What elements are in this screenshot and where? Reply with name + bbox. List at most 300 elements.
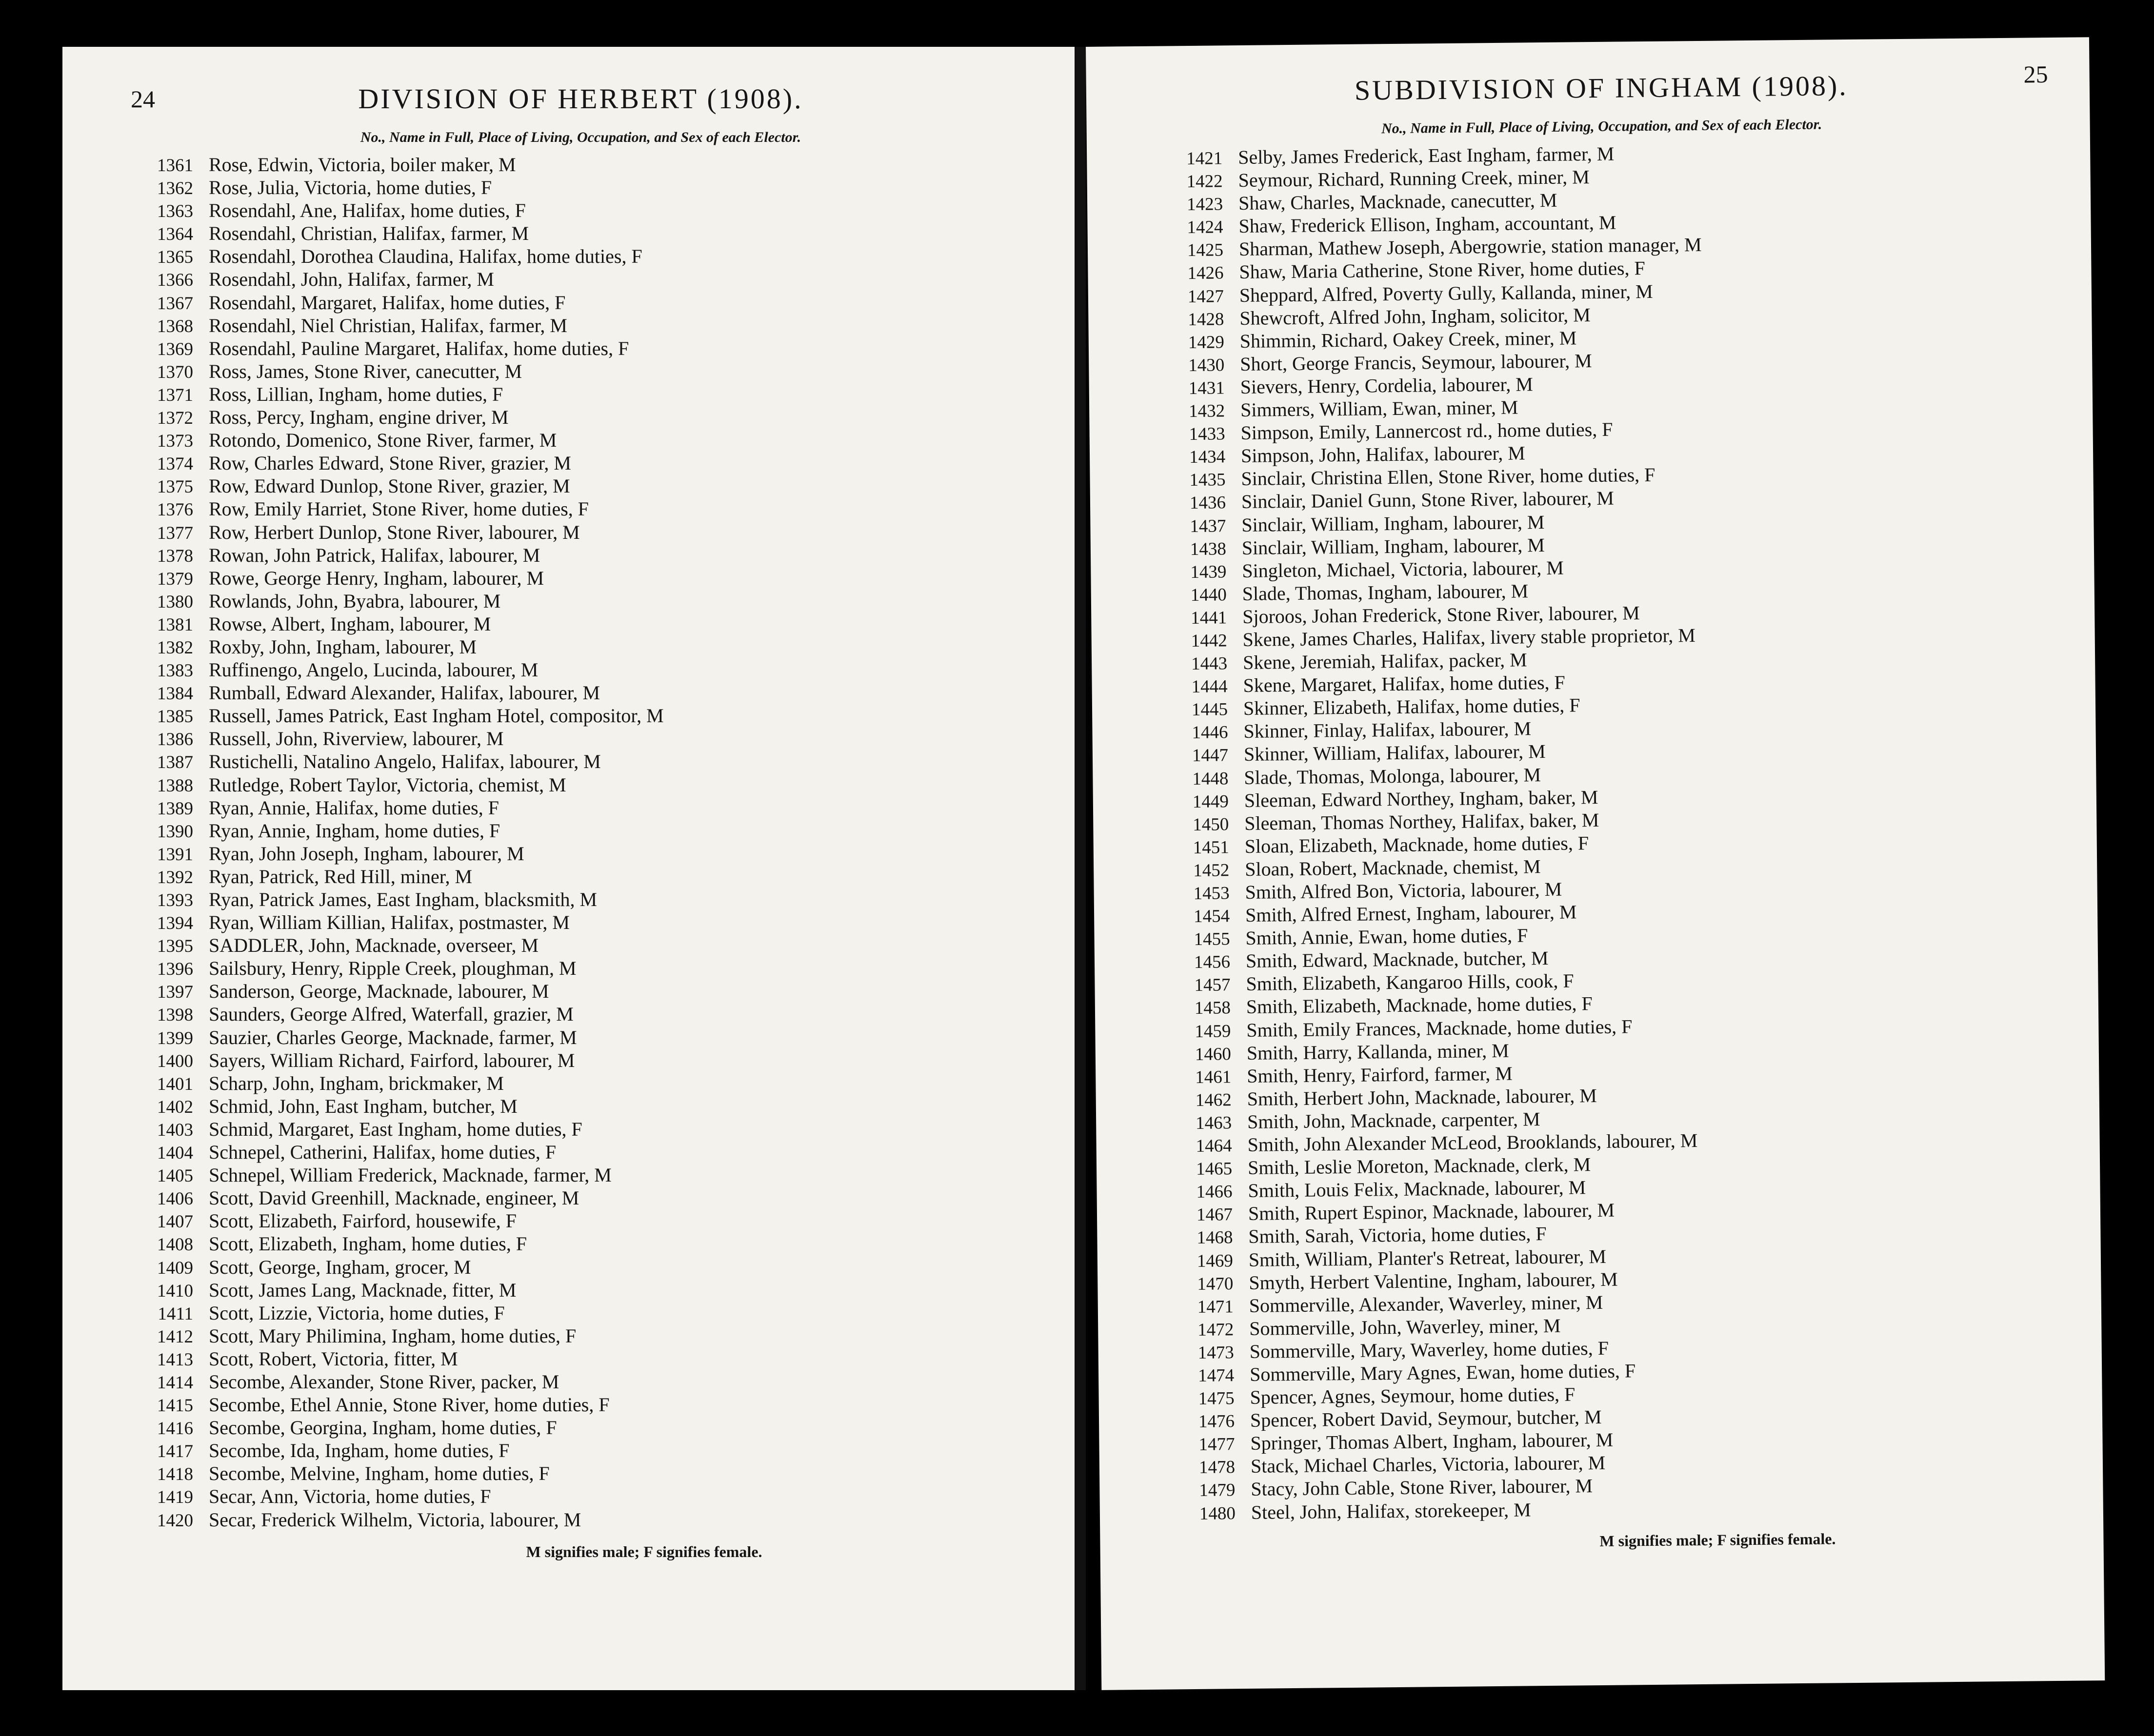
- elector-entry: [131, 452, 1031, 474]
- elector-details: Skene, Margaret, Halifax, home duties, F: [1243, 671, 1565, 697]
- elector-number: 1404: [157, 1143, 193, 1164]
- elector-entry: [131, 1462, 1031, 1485]
- elector-number: 1419: [157, 1487, 193, 1508]
- elector-number: 1437: [1190, 515, 1226, 536]
- elector-entry: [131, 819, 1031, 842]
- elector-details: Rowe, George Henry, Ingham, labourer, M: [209, 567, 544, 589]
- elector-entry: [131, 590, 1031, 612]
- elector-details: Ross, James, Stone River, canecutter, M: [209, 360, 522, 382]
- elector-number: 1384: [157, 684, 193, 704]
- elector-number: 1459: [1195, 1021, 1231, 1042]
- elector-number: 1372: [157, 408, 193, 429]
- elector-details: Smith, Leslie Moreton, Macknade, clerk, M: [1247, 1153, 1591, 1179]
- elector-details: Ryan, John Joseph, Ingham, labourer, M: [209, 842, 524, 865]
- elector-entry: [131, 521, 1031, 544]
- elector-entry: [131, 1072, 1031, 1095]
- elector-entry: [131, 199, 1031, 222]
- elector-details: Rowlands, John, Byabra, labourer, M: [209, 590, 501, 612]
- elector-entry: [131, 474, 1031, 497]
- elector-details: Seymour, Richard, Running Creek, miner, M: [1238, 166, 1590, 192]
- elector-number: 1380: [157, 592, 193, 612]
- elector-details: Smith, Herbert John, Macknade, labourer, M: [1247, 1084, 1597, 1110]
- elector-details: Smith, Elizabeth, Macknade, home duties, F: [1246, 992, 1593, 1018]
- elector-entry: [131, 796, 1031, 819]
- elector-number: 1423: [1186, 194, 1223, 215]
- elector-details: Skene, James Charles, Halifax, livery stable proprietor, M: [1242, 624, 1696, 651]
- elector-entry: [131, 268, 1031, 291]
- elector-entry: [131, 544, 1031, 567]
- elector-number: 1417: [157, 1441, 193, 1462]
- elector-number: 1381: [157, 614, 193, 635]
- elector-entry: [131, 1049, 1031, 1072]
- elector-entry: [131, 1256, 1031, 1279]
- elector-details: Smith, Alfred Bon, Victoria, labourer, M: [1245, 878, 1562, 903]
- elector-number: 1443: [1191, 653, 1228, 674]
- elector-details: Rosendahl, Pauline Margaret, Halifax, home duties, F: [209, 337, 629, 359]
- elector-details: Row, Charles Edward, Stone River, grazier, M: [209, 452, 571, 474]
- elector-number: 1468: [1197, 1227, 1233, 1248]
- elector-number: 1389: [157, 798, 193, 819]
- elector-number: 1438: [1190, 538, 1227, 559]
- elector-details: Springer, Thomas Albert, Ingham, labourer, M: [1250, 1429, 1614, 1455]
- elector-number: 1461: [1195, 1066, 1232, 1087]
- column-subheading: No., Name in Full, Place of Living, Occupation, and Sex of each Elector.: [360, 129, 801, 145]
- elector-entry: [131, 888, 1031, 911]
- elector-entry: [131, 1232, 1031, 1255]
- elector-number: 1362: [157, 178, 193, 199]
- elector-details: Shewcroft, Alfred John, Ingham, solicitor, M: [1239, 303, 1591, 329]
- elector-number: 1455: [1194, 929, 1230, 950]
- elector-number: 1364: [157, 224, 193, 245]
- elector-details: Ross, Percy, Ingham, engine driver, M: [209, 406, 509, 429]
- elector-number: 1418: [157, 1464, 193, 1485]
- elector-number: 1463: [1196, 1113, 1232, 1133]
- elector-details: Scott, Elizabeth, Ingham, home duties, F: [209, 1233, 527, 1255]
- elector-details: Rosendahl, Christian, Halifax, farmer, M: [209, 222, 529, 245]
- elector-details: Secombe, Georgina, Ingham, home duties, F: [209, 1417, 557, 1439]
- elector-entry: [131, 314, 1031, 337]
- elector-details: Sinclair, Christina Ellen, Stone River, home duties, F: [1241, 464, 1655, 490]
- elector-number: 1429: [1188, 332, 1225, 353]
- legend-footer: M signifies male; F signifies female.: [1599, 1530, 1836, 1550]
- elector-entry: [131, 222, 1031, 245]
- elector-number: 1401: [157, 1074, 193, 1094]
- elector-details: Skinner, Elizabeth, Halifax, home duties, F: [1243, 694, 1580, 720]
- elector-number: 1480: [1199, 1503, 1236, 1524]
- elector-details: Russell, John, Riverview, labourer, M: [209, 728, 504, 750]
- elector-number: 1432: [1188, 401, 1225, 422]
- elector-number: 1450: [1193, 814, 1229, 835]
- elector-number: 1416: [157, 1419, 193, 1439]
- elector-details: Sauzier, Charles George, Macknade, farmer, M: [209, 1026, 577, 1048]
- elector-entry: [131, 1416, 1031, 1439]
- elector-entry: [131, 1370, 1031, 1393]
- elector-details: Secombe, Ethel Annie, Stone River, home duties, F: [209, 1394, 610, 1416]
- elector-number: 1445: [1191, 699, 1228, 720]
- elector-details: Skinner, William, Halifax, labourer, M: [1243, 740, 1546, 766]
- elector-details: Simpson, John, Halifax, labourer, M: [1240, 442, 1526, 467]
- elector-number: 1378: [157, 546, 193, 566]
- elector-details: Smith, Annie, Ewan, home duties, F: [1245, 924, 1528, 949]
- elector-details: Sleeman, Edward Northey, Ingham, baker, M: [1244, 786, 1598, 811]
- elector-details: Spencer, Agnes, Seymour, home duties, F: [1250, 1383, 1576, 1408]
- elector-details: Smith, Rupert Espinor, Macknade, labourer, M: [1248, 1199, 1615, 1225]
- elector-number: 1453: [1193, 883, 1230, 904]
- elector-details: Smyth, Herbert Valentine, Ingham, labourer, M: [1249, 1268, 1618, 1294]
- elector-number: 1399: [157, 1028, 193, 1048]
- elector-details: Schmid, Margaret, East Ingham, home duties, F: [209, 1118, 582, 1140]
- elector-entry: [131, 1279, 1031, 1302]
- elector-entry: [131, 865, 1031, 888]
- elector-details: Saunders, George Alfred, Waterfall, grazier, M: [209, 1003, 574, 1026]
- elector-number: 1410: [157, 1281, 193, 1301]
- elector-number: 1391: [157, 844, 193, 865]
- elector-number: 1387: [157, 752, 193, 773]
- legend-footer: M signifies male; F signifies female.: [526, 1542, 762, 1560]
- elector-number: 1454: [1193, 906, 1230, 927]
- elector-number: 1407: [157, 1212, 193, 1232]
- elector-details: Smith, Louis Felix, Macknade, labourer, M: [1248, 1176, 1586, 1202]
- elector-details: Sinclair, Daniel Gunn, Stone River, labourer, M: [1241, 487, 1615, 513]
- elector-details: Scott, George, Ingham, grocer, M: [209, 1256, 471, 1278]
- right-page: [1086, 37, 2105, 1690]
- elector-details: Schnepel, Catherini, Halifax, home duties, F: [209, 1141, 557, 1164]
- elector-details: Smith, Sarah, Victoria, home duties, F: [1248, 1223, 1547, 1248]
- elector-number: 1466: [1196, 1182, 1233, 1203]
- elector-number: 1368: [157, 316, 193, 336]
- elector-number: 1379: [157, 569, 193, 589]
- elector-number: 1426: [1187, 263, 1224, 284]
- elector-details: Ryan, Patrick James, East Ingham, blacksmith, M: [209, 888, 598, 910]
- elector-entry: [131, 337, 1031, 360]
- elector-entry: [131, 1393, 1031, 1416]
- elector-number: 1474: [1197, 1365, 1235, 1386]
- elector-details: Scott, James Lang, Macknade, fitter, M: [209, 1279, 517, 1301]
- elector-details: Smith, Edward, Macknade, butcher, M: [1245, 947, 1549, 972]
- elector-details: Sloan, Elizabeth, Macknade, home duties, F: [1244, 831, 1589, 857]
- elector-number: 1439: [1190, 561, 1227, 582]
- elector-details: Ryan, Annie, Ingham, home duties, F: [209, 819, 500, 842]
- elector-number: 1386: [157, 730, 193, 750]
- elector-number: 1420: [157, 1510, 193, 1531]
- elector-details: Shimmin, Richard, Oakey Creek, miner, M: [1239, 327, 1577, 352]
- elector-entry: [131, 429, 1031, 452]
- elector-details: Slade, Thomas, Ingham, labourer, M: [1242, 580, 1529, 605]
- elector-number: 1456: [1194, 952, 1231, 973]
- elector-details: Russell, James Patrick, East Ingham Hotel, compositor, M: [209, 705, 664, 727]
- elector-details: Sheppard, Alfred, Poverty Gully, Kallanda, miner, M: [1239, 280, 1653, 306]
- elector-entry: [131, 1324, 1031, 1347]
- elector-details: Skinner, Finlay, Halifax, labourer, M: [1243, 717, 1532, 743]
- elector-details: Secombe, Alexander, Stone River, packer, M: [209, 1370, 559, 1393]
- elector-number: 1452: [1193, 860, 1230, 881]
- elector-entry: [131, 1003, 1031, 1026]
- elector-details: Short, George Francis, Seymour, labourer, M: [1240, 349, 1592, 375]
- elector-entry: [131, 176, 1031, 199]
- elector-number: 1414: [157, 1372, 193, 1393]
- elector-details: Ruffinengo, Angelo, Lucinda, labourer, M: [209, 659, 538, 681]
- elector-entry: [131, 245, 1031, 268]
- elector-details: Smith, Emily Frances, Macknade, home duties, F: [1246, 1015, 1633, 1041]
- elector-entry: [131, 1508, 1031, 1531]
- elector-entry: [131, 842, 1031, 865]
- elector-number: 1388: [157, 775, 193, 796]
- elector-details: Scott, David Greenhill, Macknade, engineer, M: [209, 1187, 579, 1209]
- elector-number: 1460: [1195, 1044, 1232, 1065]
- elector-details: Sloan, Robert, Macknade, chemist, M: [1244, 855, 1541, 880]
- elector-number: 1405: [157, 1166, 193, 1186]
- elector-details: Sleeman, Thomas Northey, Halifax, baker, M: [1244, 809, 1599, 834]
- elector-details: Ryan, William Killian, Halifax, postmaster, M: [209, 911, 570, 934]
- elector-number: 1440: [1190, 585, 1227, 605]
- elector-number: 1413: [157, 1349, 193, 1370]
- left-page: [62, 47, 1075, 1690]
- elector-details: Scott, Lizzie, Victoria, home duties, F: [209, 1302, 505, 1324]
- elector-number: 1475: [1198, 1388, 1235, 1409]
- elector-number: 1397: [157, 982, 193, 1003]
- elector-details: Sjoroos, Johan Frederick, Stone River, labourer, M: [1242, 602, 1640, 628]
- elector-entry: [131, 658, 1031, 681]
- elector-number: 1428: [1188, 309, 1224, 330]
- elector-details: Scott, Mary Philimina, Ingham, home duties, F: [209, 1324, 577, 1347]
- elector-number: 1469: [1197, 1250, 1234, 1271]
- elector-entry: [131, 1164, 1031, 1186]
- elector-number: 1383: [157, 661, 193, 681]
- elector-number: 1467: [1196, 1204, 1233, 1225]
- elector-details: Row, Herbert Dunlop, Stone River, labourer, M: [209, 521, 580, 543]
- elector-details: Row, Emily Harriet, Stone River, home duties, F: [209, 498, 589, 520]
- elector-entry: [131, 727, 1031, 750]
- elector-details: Slade, Thomas, Molonga, labourer, M: [1244, 763, 1541, 789]
- elector-number: 1385: [157, 707, 193, 727]
- elector-number: 1366: [157, 270, 193, 291]
- elector-number: 1373: [157, 431, 193, 452]
- elector-details: Secar, Ann, Victoria, home duties, F: [209, 1485, 491, 1508]
- elector-number: 1395: [157, 936, 193, 957]
- elector-number: 1441: [1191, 608, 1227, 628]
- elector-details: Smith, John, Macknade, carpenter, M: [1247, 1108, 1540, 1133]
- elector-details: Smith, Elizabeth, Kangaroo Hills, cook, F: [1246, 969, 1574, 995]
- elector-number: 1458: [1194, 998, 1231, 1019]
- elector-number: 1433: [1189, 424, 1225, 445]
- elector-number: 1427: [1187, 286, 1224, 307]
- elector-number: 1425: [1187, 240, 1224, 261]
- elector-details: Ryan, Annie, Halifax, home duties, F: [209, 796, 499, 819]
- elector-entry: [131, 635, 1031, 658]
- elector-details: Sharman, Mathew Joseph, Abergowrie, station manager, M: [1238, 234, 1702, 260]
- elector-entry: [131, 291, 1031, 314]
- elector-details: Secombe, Ida, Ingham, home duties, F: [209, 1440, 510, 1462]
- elector-number: 1377: [157, 523, 193, 543]
- elector-details: SADDLER, John, Macknade, overseer, M: [209, 934, 539, 957]
- elector-number: 1394: [157, 913, 193, 934]
- page-title: SUBDIVISION OF INGHAM (1908).: [1354, 70, 1849, 106]
- elector-number: 1471: [1197, 1296, 1234, 1317]
- elector-details: Secar, Frederick Wilhelm, Victoria, labourer, M: [209, 1508, 581, 1531]
- elector-details: Rosendahl, Margaret, Halifax, home duties, F: [209, 291, 566, 314]
- elector-number: 1369: [157, 339, 193, 359]
- elector-number: 1434: [1189, 447, 1226, 468]
- elector-details: Scott, Elizabeth, Fairford, housewife, F: [209, 1210, 517, 1232]
- elector-details: Selby, James Frederick, East Ingham, farmer, M: [1237, 142, 1615, 169]
- elector-number: 1371: [157, 385, 193, 405]
- elector-number: 1374: [157, 454, 193, 474]
- elector-entry: [131, 980, 1031, 1003]
- elector-details: Skene, Jeremiah, Halifax, packer, M: [1242, 649, 1527, 674]
- elector-number: 1431: [1188, 378, 1225, 398]
- elector-number: 1464: [1196, 1136, 1232, 1156]
- elector-number: 1422: [1186, 171, 1223, 192]
- elector-details: Rose, Edwin, Victoria, boiler maker, M: [209, 154, 516, 176]
- column-subheading: No., Name in Full, Place of Living, Occupation, and Sex of each Elector.: [1381, 116, 1822, 137]
- elector-details: Smith, William, Planter's Retreat, labourer, M: [1248, 1245, 1607, 1271]
- elector-details: Shaw, Frederick Ellison, Ingham, accountant, M: [1238, 211, 1616, 237]
- elector-details: Smith, Alfred Ernest, Ingham, labourer, M: [1245, 901, 1577, 927]
- elector-entry: [131, 704, 1031, 727]
- elector-number: 1470: [1197, 1273, 1234, 1294]
- book-spine: [1075, 47, 1086, 1690]
- elector-entry: [131, 1347, 1031, 1370]
- elector-details: Sailsbury, Henry, Ripple Creek, ploughman, M: [209, 957, 577, 980]
- elector-details: Sommerville, John, Waverley, miner, M: [1249, 1314, 1561, 1340]
- elector-details: Sanderson, George, Macknade, labourer, M: [209, 980, 549, 1003]
- elector-details: Smith, John Alexander McLeod, Brooklands, labourer, M: [1247, 1129, 1698, 1156]
- elector-details: Rosendahl, Ane, Halifax, home duties, F: [209, 199, 526, 222]
- elector-entry: [131, 750, 1031, 773]
- elector-details: Rosendahl, Dorothea Claudina, Halifax, home duties, F: [209, 245, 642, 268]
- elector-number: 1442: [1191, 631, 1227, 651]
- elector-number: 1406: [157, 1189, 193, 1209]
- elector-details: Roxby, John, Ingham, labourer, M: [209, 635, 477, 658]
- elector-details: Simpson, Emily, Lannercost rd., home duties, F: [1240, 418, 1613, 444]
- elector-details: Rowan, John Patrick, Halifax, labourer, M: [209, 544, 540, 566]
- elector-details: Smith, Henry, Fairford, farmer, M: [1247, 1062, 1513, 1087]
- elector-details: Spencer, Robert David, Seymour, butcher, M: [1250, 1406, 1602, 1432]
- elector-details: Sommerville, Mary Agnes, Ewan, home duties, F: [1249, 1360, 1636, 1385]
- elector-details: Schnepel, William Frederick, Macknade, farmer, M: [209, 1164, 612, 1186]
- elector-number: 1408: [157, 1235, 193, 1255]
- elector-number: 1412: [157, 1326, 193, 1347]
- elector-details: Sayers, William Richard, Fairford, labourer, M: [209, 1049, 575, 1071]
- elector-details: Secombe, Melvine, Ingham, home duties, F: [209, 1462, 550, 1485]
- elector-details: Sievers, Henry, Cordelia, labourer, M: [1240, 373, 1533, 398]
- elector-number: 1477: [1198, 1434, 1235, 1455]
- elector-entry: [131, 1095, 1031, 1118]
- elector-number: 1457: [1194, 975, 1231, 996]
- elector-details: Ryan, Patrick, Red Hill, miner, M: [209, 865, 473, 888]
- elector-number: 1424: [1187, 217, 1223, 238]
- elector-details: Rosendahl, John, Halifax, farmer, M: [209, 268, 494, 291]
- page-number: 24: [131, 85, 155, 113]
- elector-number: 1382: [157, 637, 193, 658]
- elector-entry: [131, 1302, 1031, 1324]
- elector-details: Shaw, Maria Catherine, Stone River, home duties, F: [1239, 257, 1645, 283]
- elector-number: 1375: [157, 477, 193, 497]
- elector-details: Ross, Lillian, Ingham, home duties, F: [209, 383, 503, 405]
- elector-number: 1402: [157, 1097, 193, 1117]
- elector-entry: [131, 1141, 1031, 1164]
- elector-details: Rosendahl, Niel Christian, Halifax, farmer, M: [209, 314, 567, 336]
- elector-entry: [131, 934, 1031, 957]
- elector-details: Sommerville, Mary, Waverley, home duties, F: [1249, 1337, 1609, 1362]
- elector-number: 1415: [157, 1396, 193, 1416]
- page-header: [131, 72, 1031, 126]
- elector-entry: [131, 681, 1031, 704]
- elector-number: 1392: [157, 867, 193, 888]
- elector-list: [131, 153, 1031, 1531]
- elector-entry: [131, 497, 1031, 520]
- elector-details: Smith, Harry, Kallanda, miner, M: [1246, 1039, 1509, 1064]
- elector-number: 1478: [1198, 1457, 1236, 1478]
- elector-details: Rumball, Edward Alexander, Halifax, labourer, M: [209, 682, 600, 704]
- elector-number: 1462: [1195, 1090, 1232, 1110]
- elector-number: 1435: [1189, 470, 1226, 491]
- elector-entry: [131, 1186, 1031, 1209]
- elector-details: Shaw, Charles, Macknade, canecutter, M: [1238, 189, 1557, 215]
- elector-details: Rutledge, Robert Taylor, Victoria, chemist, M: [209, 773, 566, 796]
- elector-entry: [131, 1118, 1031, 1141]
- elector-details: Sinclair, William, Ingham, labourer, M: [1241, 533, 1545, 559]
- elector-entry: [131, 773, 1031, 796]
- elector-number: 1411: [158, 1303, 193, 1324]
- elector-details: Scott, Robert, Victoria, fitter, M: [209, 1347, 458, 1370]
- elector-details: Simmers, William, Ewan, miner, M: [1240, 396, 1518, 421]
- elector-number: 1390: [157, 821, 193, 842]
- elector-number: 1472: [1197, 1319, 1234, 1340]
- elector-number: 1403: [157, 1120, 193, 1140]
- page-title: DIVISION OF HERBERT (1908).: [358, 83, 803, 115]
- elector-number: 1465: [1196, 1159, 1233, 1180]
- elector-details: Stack, Michael Charles, Victoria, labourer, M: [1250, 1452, 1606, 1478]
- elector-number: 1370: [157, 362, 193, 382]
- elector-details: Rustichelli, Natalino Angelo, Halifax, labourer, M: [209, 750, 601, 773]
- elector-entry: [131, 406, 1031, 429]
- elector-entry: [131, 957, 1031, 980]
- elector-number: 1393: [157, 890, 193, 910]
- elector-details: Row, Edward Dunlop, Stone River, grazier, M: [209, 475, 570, 497]
- elector-number: 1400: [157, 1051, 193, 1071]
- elector-number: 1430: [1188, 355, 1225, 375]
- elector-details: Steel, John, Halifax, storekeeper, M: [1251, 1498, 1531, 1523]
- elector-entry: [131, 567, 1031, 590]
- elector-list: [1160, 138, 2057, 1524]
- elector-entry: [131, 383, 1031, 406]
- elector-details: Sinclair, William, Ingham, labourer, M: [1241, 511, 1545, 536]
- elector-entry: [131, 911, 1031, 934]
- elector-number: 1436: [1189, 493, 1226, 513]
- elector-number: 1367: [157, 293, 193, 314]
- elector-number: 1448: [1192, 768, 1229, 789]
- elector-number: 1444: [1191, 676, 1228, 697]
- elector-number: 1479: [1199, 1480, 1236, 1501]
- elector-entry: [131, 153, 1031, 176]
- elector-details: Scharp, John, Ingham, brickmaker, M: [209, 1072, 504, 1094]
- elector-number: 1473: [1197, 1342, 1234, 1363]
- elector-number: 1361: [157, 156, 193, 176]
- elector-entry: [131, 1485, 1031, 1508]
- elector-details: Rotondo, Domenico, Stone River, farmer, M: [209, 429, 557, 452]
- elector-details: Rowse, Albert, Ingham, labourer, M: [209, 612, 491, 635]
- elector-number: 1409: [157, 1258, 193, 1278]
- elector-number: 1447: [1192, 745, 1229, 766]
- elector-details: Singleton, Michael, Victoria, labourer, M: [1242, 556, 1564, 582]
- page-number: 25: [2023, 60, 2048, 88]
- elector-number: 1398: [157, 1005, 193, 1026]
- elector-entry: [131, 612, 1031, 635]
- elector-number: 1396: [157, 959, 193, 980]
- elector-entry: [131, 1026, 1031, 1049]
- elector-number: 1449: [1192, 791, 1229, 812]
